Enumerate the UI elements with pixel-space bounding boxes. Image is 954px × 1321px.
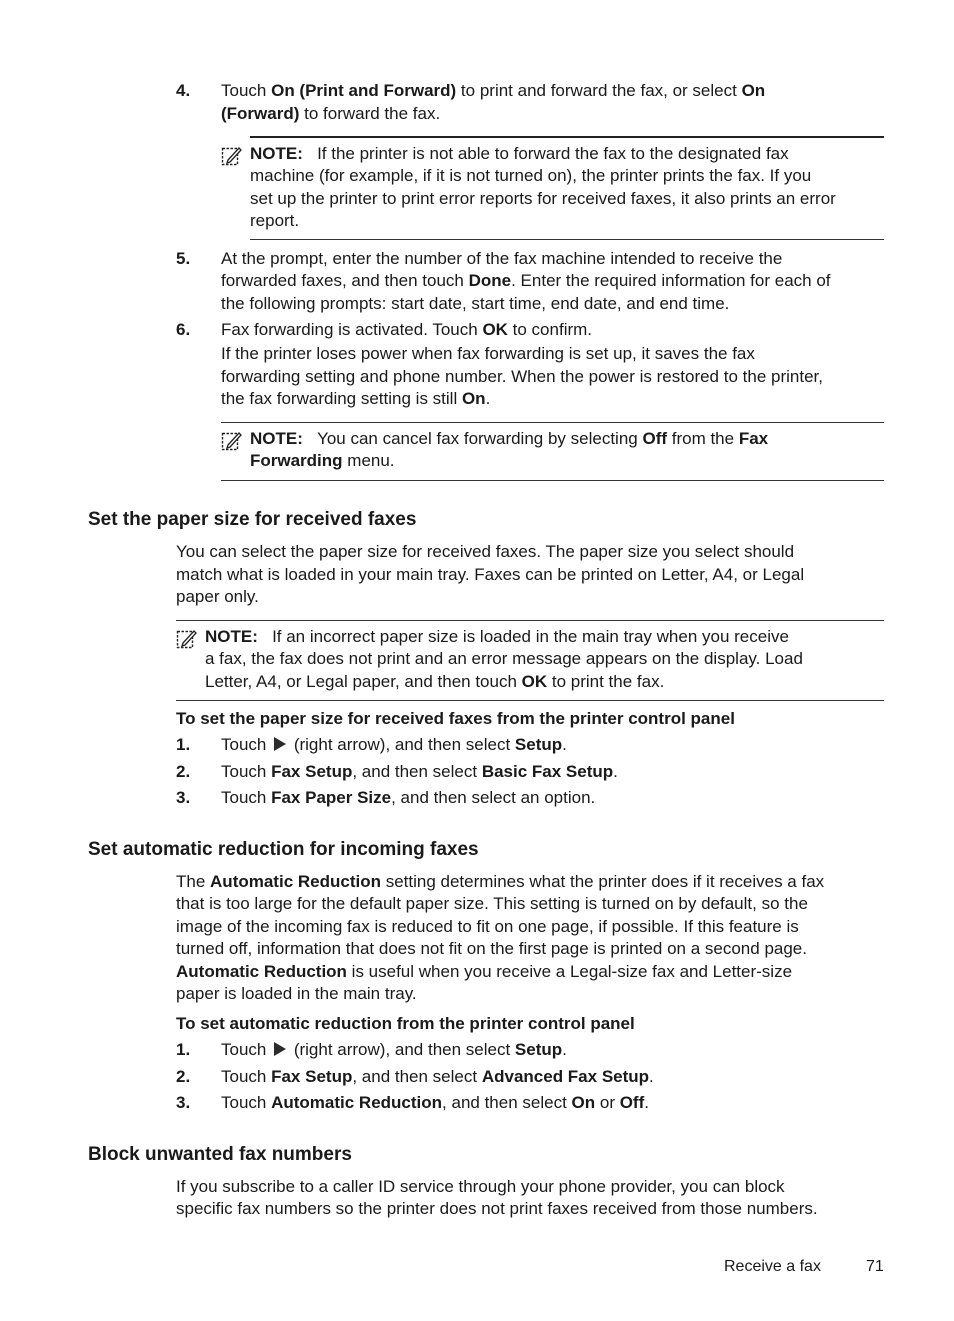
ui-term: On — [741, 81, 766, 100]
ui-term: On — [571, 1093, 596, 1112]
paragraph-line: that is too large for the default paper size. This setting is turned on by default, so the — [176, 894, 808, 913]
text: is useful when you receive a Legal-size fax and Letter-size — [346, 962, 793, 981]
ui-term: Advanced Fax Setup — [481, 1067, 650, 1086]
text: . Enter the required information for each of — [511, 271, 831, 290]
ui-term: Fax Setup — [271, 762, 353, 781]
paragraph-line: match what is loaded in your main tray. Faxes can be printed on Letter, A4, or Legal — [176, 565, 805, 584]
ui-term: Off — [619, 1093, 645, 1112]
text: the fax forwarding setting is still — [221, 389, 462, 408]
step-text — [221, 734, 567, 756]
text: to forward the fax. — [299, 104, 441, 123]
text: . — [485, 389, 491, 408]
paragraph-line: image of the incoming fax is reduced to fit on one page, if possible. If this feature is — [176, 917, 799, 936]
text: . — [562, 735, 567, 754]
text: You can cancel fax forwarding by selecting — [317, 429, 643, 448]
paragraph-line: turned off, information that does not fit on the first page is printed on a second page. — [176, 939, 807, 958]
step-number: 1. — [176, 735, 191, 754]
note-bottom-rule — [176, 700, 884, 701]
text: Letter, A4, or Legal paper, and then touch — [205, 672, 522, 691]
ui-term: Fax Setup — [271, 1067, 353, 1086]
text: to confirm. — [507, 320, 593, 339]
step-text — [221, 1066, 654, 1088]
text: menu. — [342, 451, 395, 470]
text: Touch — [221, 81, 272, 100]
note-text — [250, 143, 789, 165]
note-text — [250, 428, 768, 450]
step-text — [221, 270, 831, 292]
right-arrow-icon — [271, 1041, 289, 1057]
step-text — [221, 103, 440, 125]
ui-term: Automatic Reduction — [210, 872, 381, 891]
procedure-heading: To set automatic reduction from the printer control panel — [176, 1014, 635, 1033]
text: . — [649, 1067, 654, 1086]
paragraph-line: specific fax numbers so the printer does not print faxes received from those numbers. — [176, 1199, 818, 1218]
note-text: report. — [250, 211, 300, 230]
section-heading: Set automatic reduction for incoming faxes — [88, 839, 479, 860]
paragraph-line: paper is loaded in the main tray. — [176, 984, 417, 1003]
right-arrow-icon — [271, 736, 289, 752]
text: , and then select — [352, 762, 482, 781]
ui-term: Setup — [514, 1040, 563, 1059]
step-text — [221, 761, 618, 783]
text: to print the fax. — [547, 672, 665, 691]
text: If an incorrect paper size is loaded in the main tray when you receive — [272, 627, 789, 646]
note-text: machine (for example, if it is not turned on), the printer prints the fax. If you — [250, 166, 812, 185]
note-pencil-icon — [176, 628, 198, 650]
step-text: forwarding setting and phone number. When the power is restored to the printer, — [221, 367, 823, 386]
text: . — [562, 1040, 567, 1059]
note-text: set up the printer to print error reports for received faxes, it also prints an error — [250, 189, 836, 208]
note-bottom-rule — [221, 480, 884, 481]
ui-term: Automatic Reduction — [271, 1093, 443, 1112]
step-text — [221, 1092, 649, 1114]
text: setting determines what the printer does if it receives a fax — [380, 872, 825, 891]
step-text — [221, 319, 592, 341]
ui-term: (Forward) — [221, 104, 300, 123]
ui-term: OK — [521, 672, 548, 691]
text: , and then select an option. — [391, 788, 596, 807]
note-pencil-icon — [221, 145, 243, 167]
ui-term: Off — [642, 429, 668, 448]
step-text: If the printer loses power when fax forwarding is set up, it saves the fax — [221, 344, 755, 363]
text: . — [644, 1093, 649, 1112]
text: from the — [667, 429, 739, 448]
step-text — [221, 787, 595, 809]
text: , and then select — [352, 1067, 482, 1086]
text: Touch — [221, 1040, 272, 1059]
note-label: NOTE: — [205, 627, 258, 646]
note-top-rule — [250, 136, 884, 138]
text: Touch — [221, 762, 272, 781]
note-top-rule — [176, 620, 884, 621]
step-number: 1. — [176, 1040, 191, 1059]
note-text — [205, 671, 664, 693]
step-text — [221, 388, 490, 410]
paragraph-line — [176, 961, 792, 983]
ui-term: On (Print and Forward) — [271, 81, 457, 100]
paragraph-line: If you subscribe to a caller ID service through your phone provider, you can block — [176, 1177, 785, 1196]
text: (right arrow), and then select — [289, 735, 515, 754]
procedure-heading: To set the paper size for received faxes from the printer control panel — [176, 709, 735, 728]
text: Touch — [221, 1067, 272, 1086]
ui-term: Forwarding — [250, 451, 343, 470]
text: (right arrow), and then select — [289, 1040, 515, 1059]
paragraph-line — [176, 871, 824, 893]
note-text — [205, 626, 789, 648]
note-text — [250, 450, 395, 472]
step-number: 2. — [176, 1067, 191, 1086]
text: The — [176, 872, 211, 891]
section-heading: Set the paper size for received faxes — [88, 509, 417, 530]
paragraph-line: You can select the paper size for received faxes. The paper size you select should — [176, 542, 795, 561]
step-text: At the prompt, enter the number of the fax machine intended to receive the — [221, 249, 783, 268]
step-number: 2. — [176, 762, 191, 781]
text: , and then select — [442, 1093, 572, 1112]
note-label: NOTE: — [250, 144, 303, 163]
step-number: 3. — [176, 1093, 191, 1112]
text: Touch — [221, 735, 272, 754]
ui-term: Basic Fax Setup — [481, 762, 614, 781]
text: or — [595, 1093, 620, 1112]
text: Touch — [221, 1093, 272, 1112]
section-heading: Block unwanted fax numbers — [88, 1144, 352, 1165]
note-text: a fax, the fax does not print and an error message appears on the display. Load — [205, 649, 803, 668]
step-number: 6. — [176, 320, 191, 339]
ui-term: OK — [482, 320, 508, 339]
text: If the printer is not able to forward the fax to the designated fax — [317, 144, 789, 163]
text: Fax forwarding is activated. Touch — [221, 320, 483, 339]
note-bottom-rule — [250, 239, 884, 240]
ui-term: On — [461, 389, 486, 408]
step-text — [221, 1039, 567, 1061]
ui-term: Fax — [738, 429, 769, 448]
text: forwarded faxes, and then touch — [221, 271, 469, 290]
step-text — [221, 80, 765, 102]
page-number: 71 — [866, 1258, 884, 1275]
note-top-rule — [221, 422, 884, 423]
text: Touch — [221, 788, 272, 807]
step-number: 3. — [176, 788, 191, 807]
step-text: the following prompts: start date, start time, end date, and end time. — [221, 294, 730, 313]
ui-term: Done — [468, 271, 512, 290]
ui-term: Setup — [514, 735, 563, 754]
ui-term: Automatic Reduction — [176, 962, 347, 981]
note-label: NOTE: — [250, 429, 303, 448]
step-number: 5. — [176, 249, 191, 268]
footer-section-title: Receive a fax — [724, 1258, 821, 1275]
ui-term: Fax Paper Size — [271, 788, 392, 807]
step-number: 4. — [176, 81, 191, 100]
text: to print and forward the fax, or select — [456, 81, 742, 100]
paragraph-line: paper only. — [176, 587, 259, 606]
note-pencil-icon — [221, 430, 243, 452]
text: . — [613, 762, 618, 781]
